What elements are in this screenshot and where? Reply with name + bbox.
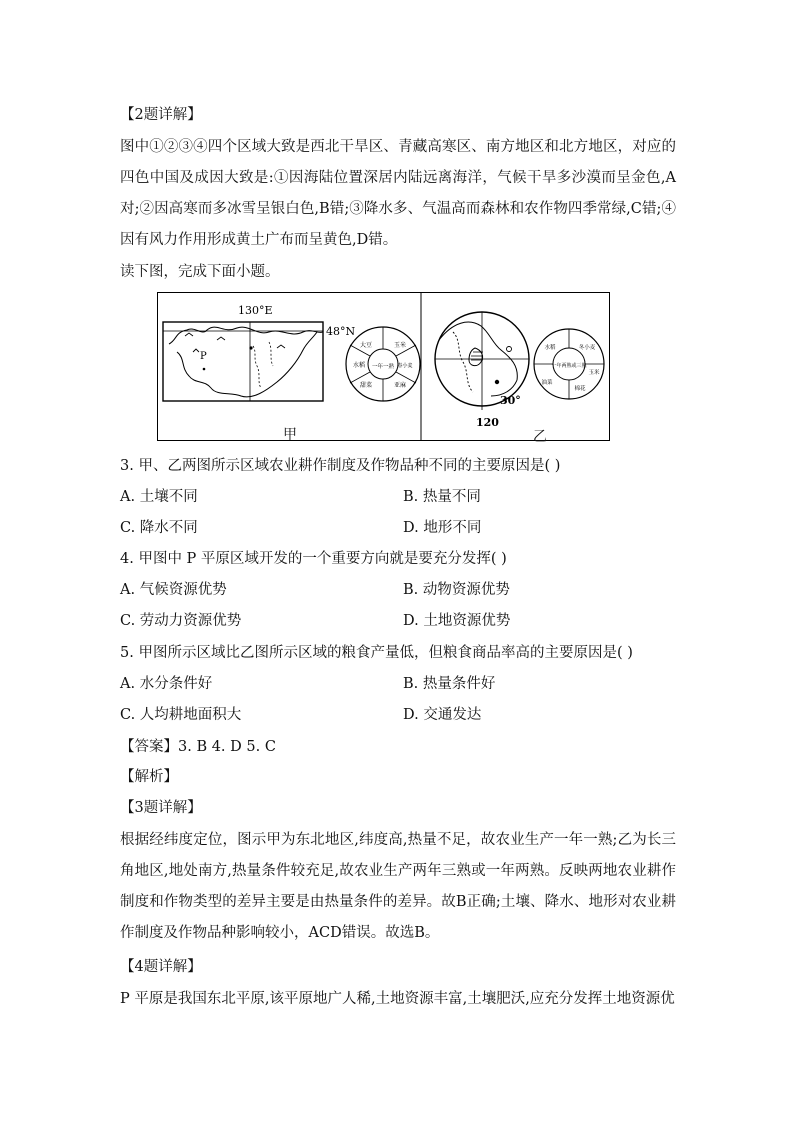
question-3-option-d: D. 地形不同 — [403, 520, 482, 536]
figure-label-right: 乙 — [533, 429, 547, 445]
left-wheel-crop: 春小麦 — [397, 363, 413, 369]
question-3-stem: 3. 甲、乙两图所示区域农业耕作制度及作物品种不同的主要原因是( ) — [120, 458, 561, 474]
map-figure-svg — [157, 292, 610, 441]
question-3-option-b: B. 热量不同 — [403, 489, 481, 505]
map-figure — [157, 292, 610, 445]
paragraph-q4: P 平原是我国东北平原,该平原地广人稀,土地资源丰富,土壤肥沃,应充分发挥土地资源优 — [120, 991, 675, 1007]
left-map-longitude-label: 130°E — [238, 304, 273, 317]
instruction-text: 读下图，完成下面小题。 — [120, 264, 280, 280]
left-wheel-crop: 水稻 — [352, 362, 366, 369]
question-4-option-a: A. 气候资源优势 — [120, 582, 227, 598]
paragraph-q3: 根据经纬度定位，图示甲为东北地区,纬度高,热量不足，故农业生产一年一熟;乙为长三角地区,地处南方,热量条件较充足,故农业生产两年三熟或一年两熟。反映两地农业耕作制度和作物类型的差异主要是由热量条件的差异。故B正确;土壤、降水、地形对农业耕作制度及作物品种影响较小，ACD错误。故选B。 — [120, 832, 676, 941]
question-5-option-a: A. 水分条件好 — [120, 676, 213, 692]
left-map-latitude-label: 48°N — [326, 325, 356, 338]
heading-q3: 【3题详解】 — [120, 800, 202, 816]
left-wheel-center: 一年一熟 — [371, 364, 395, 370]
left-wheel-crop: 甜菜 — [359, 382, 373, 389]
question-5-option-b: B. 热量条件好 — [403, 676, 496, 692]
question-4-option-c: C. 劳动力资源优势 — [120, 613, 242, 629]
paragraph-q2: 图中①②③④四个区域大致是西北干旱区、青藏高寒区、南方地区和北方地区，对应的四色中国及成因大致是:①因海陆位置深居内陆远离海洋，气候干旱多沙漠而呈金色,A对;②因高寒而多冰雪呈银白色,B错;③降水多、气温高而森林和农作物四季常绿,C错;④因有风力作用形成黄土广布而呈黄色,D错。 — [120, 139, 676, 248]
left-crop-wheel — [346, 327, 420, 401]
right-wheel-center: 一年两熟或三熟 — [551, 363, 587, 369]
left-map-point-label: P — [200, 351, 207, 362]
right-map-latitude-label: 30° — [500, 394, 521, 407]
left-wheel-crop: 大豆 — [359, 342, 373, 349]
left-wheel-crop: 亚麻 — [393, 382, 407, 389]
right-wheel-crop: 玉米 — [588, 370, 600, 376]
question-5-stem: 5. 甲图所示区域比乙图所示区域的粮食产量低，但粮食商品率高的主要原因是( ) — [120, 645, 633, 661]
question-4-option-b: B. 动物资源优势 — [403, 582, 510, 598]
question-3-option-c: C. 降水不同 — [120, 520, 198, 536]
right-wheel-crop: 棉花 — [574, 386, 586, 392]
question-5-option-c: C. 人均耕地面积大 — [120, 707, 242, 723]
figure-label-left: 甲 — [283, 427, 297, 443]
question-3-option-a: A. 土壤不同 — [120, 489, 198, 505]
right-wheel-crop: 冬小麦 — [578, 345, 596, 351]
right-wheel-crop: 水稻 — [544, 345, 556, 351]
right-wheel-crop: 油菜 — [541, 380, 553, 386]
question-5-option-d: D. 交通发达 — [403, 707, 482, 723]
right-map-longitude-label: 120 — [476, 416, 499, 429]
right-crop-wheel — [534, 329, 604, 399]
question-4-stem: 4. 甲图中 P 平原区域开发的一个重要方向就是要充分发挥( ) — [120, 551, 507, 567]
left-wheel-crop: 玉米 — [393, 342, 407, 349]
heading-q4: 【4题详解】 — [120, 959, 202, 975]
answer-line: 【答案】3. B 4. D 5. C — [120, 739, 276, 755]
question-4-option-d: D. 土地资源优势 — [403, 613, 511, 629]
analysis-heading: 【解析】 — [120, 769, 178, 785]
heading-q2: 【2题详解】 — [120, 107, 202, 123]
